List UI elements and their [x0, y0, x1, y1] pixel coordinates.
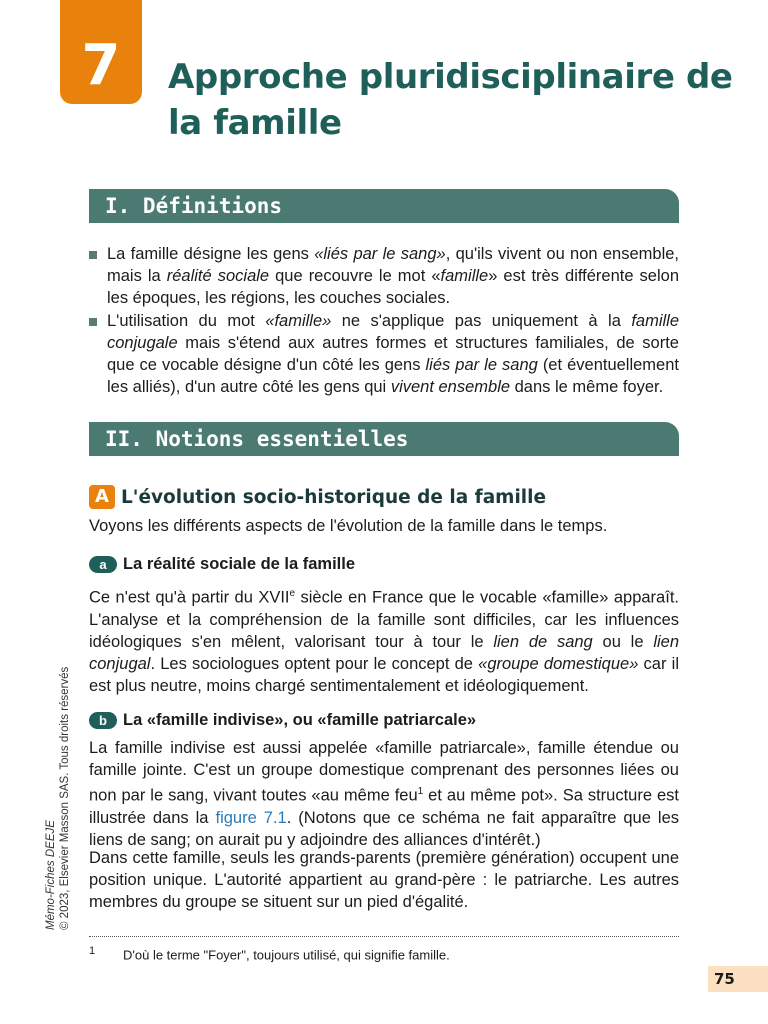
subsection-intro: Voyons les différents aspects de l'évolution de la famille dans le temps. [89, 517, 608, 535]
paragraph-joint-family [89, 737, 679, 851]
text-run: Ce n'est qu'à partir du XVII [89, 588, 290, 607]
side-book-title: Mémo-Fiches DEEJE [45, 820, 57, 930]
paragraph-social-reality [89, 583, 679, 697]
italic-text: «groupe domestique» [478, 654, 639, 673]
footnote-text: D'où le terme "Foyer", toujours utilisé, qui signifie famille. [123, 947, 450, 963]
text-run: siècle en France que le vocable «famille» apparaît. L'analyse et la compréhension de la famille sont difficiles, car les influences idéologiques s'en mêlent, valorisant tour à tour le [89, 588, 679, 651]
side-copyright [44, 630, 72, 930]
text-run: mais s'étend aux autres formes et structures familiales, de sorte que ce vocable désigne d'un côté les gens [107, 334, 679, 374]
text-run: car il est plus neutre, moins chargé sentimentalement et idéologiquement. [89, 654, 679, 695]
text-run: ne s'applique pas uniquement à la [331, 312, 632, 330]
text-run: » est très différente selon les époques, les régions, les couches sociales. [107, 267, 679, 307]
subheading-badge: b [89, 712, 117, 729]
square-bullet-icon [89, 251, 97, 259]
text-run: La famille désigne les gens [107, 245, 315, 263]
text-run: ou le [592, 632, 654, 651]
section-heading-definitions: I. Définitions [89, 189, 679, 223]
text-run: et au même pot». Sa structure est illustrée dans la [89, 786, 679, 827]
subheading-badge: a [89, 556, 117, 573]
italic-text: réalité sociale [166, 267, 270, 285]
list-item [89, 243, 679, 309]
section-heading-notions: II. Notions essentielles [89, 422, 679, 456]
italic-text: «liés par le sang» [314, 245, 446, 263]
subheading-a [89, 553, 355, 575]
text-run: dans le même foyer. [510, 378, 664, 396]
subsection-title: L'évolution socio-historique de la famille [121, 486, 547, 508]
italic-text: lien conjugal [89, 632, 679, 673]
definitions-list [89, 243, 679, 399]
text-run: que recouvre le mot « [269, 267, 441, 285]
side-copyright-text: © 2023, Elsevier Masson SAS. Tous droits réservés [59, 666, 71, 930]
subheading-b [89, 709, 476, 731]
subsection-a-heading [89, 484, 679, 510]
italic-text: famille conjugale [107, 312, 679, 352]
chapter-number-tab [60, 0, 142, 104]
text-run: , qu'ils vivent ou non ensemble, mais la [107, 245, 680, 285]
figure-link[interactable]: figure 7.1 [215, 808, 287, 827]
text-run: . Les sociologues optent pour le concept de [150, 654, 479, 673]
italic-text: famille [440, 267, 489, 285]
footnote-number: 1 [89, 945, 96, 957]
subheading-title: La «famille indivise», ou «famille patriarcale» [123, 710, 477, 729]
text-run: . (Notons que ce schéma ne fait apparaître que les liens de sang; on aurait pu y adjoindre des alliances d'intérêt.) [89, 808, 679, 849]
subsection-badge: A [89, 485, 115, 509]
text-run: L'utilisation du mot [107, 312, 266, 330]
superscript: e [289, 588, 296, 599]
text-run: La famille indivise est aussi appelée «famille patriarcale», famille étendue ou famille jointe. C'est un groupe domestique comprenant des personnes liées ou non par le sang, vivant toutes «au même feu [89, 739, 679, 805]
italic-text: vivent ensemble [390, 378, 511, 396]
footnote-ref[interactable]: 1 [417, 786, 424, 797]
chapter-title: Approche pluridisciplinaire de la famille [168, 57, 733, 143]
footnote-divider [89, 936, 679, 937]
footnote [89, 942, 679, 964]
paragraph-patriarch: Dans cette famille, seuls les grands-parents (première génération) occupent une position unique. L'autorité appartient au grand-père : le patriarche. Les autres membres du groupe se situent sur un pied d'égalité. [89, 849, 679, 911]
text-run: (et éventuellement les alliés), d'un autre côté les gens qui [107, 356, 679, 396]
italic-text: lien de sang [493, 632, 593, 651]
italic-text: «famille» [265, 312, 332, 330]
chapter-number: 7 [81, 33, 121, 98]
square-bullet-icon [89, 318, 97, 326]
italic-text: liés par le sang [425, 356, 538, 374]
list-item [89, 310, 679, 398]
subheading-title: La réalité sociale de la famille [123, 554, 356, 573]
page-number: 75 [708, 966, 768, 992]
